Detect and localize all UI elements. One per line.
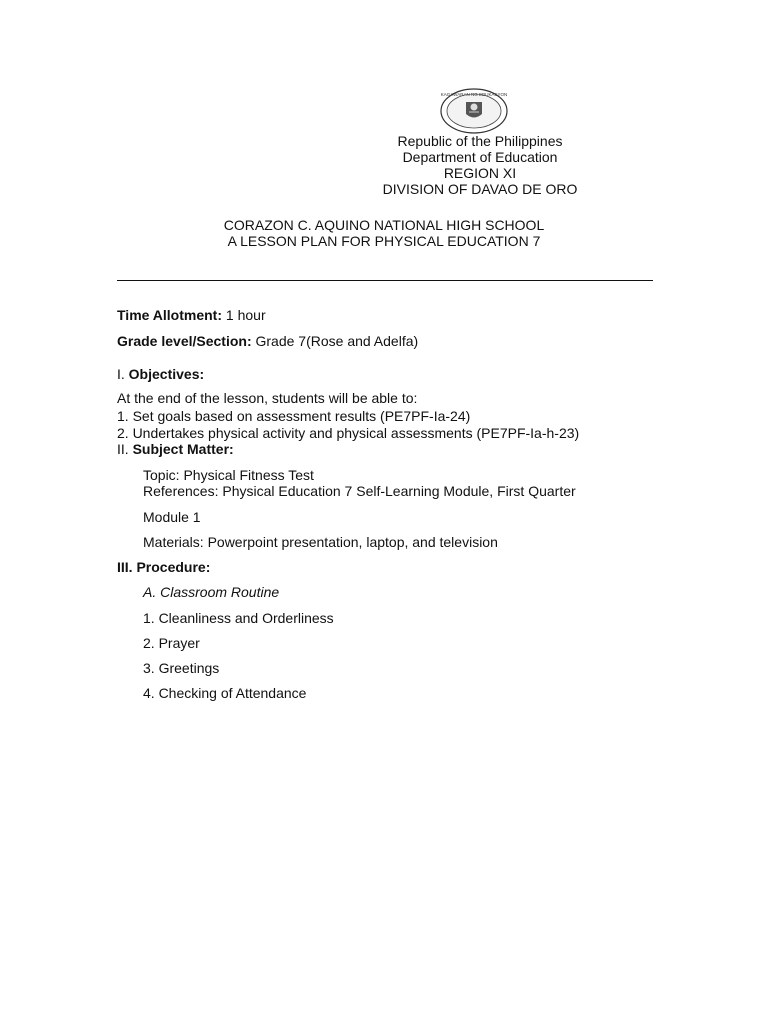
procedure-item: 2. Prayer [143, 635, 200, 651]
subject-topic: Topic: Physical Fitness Test [143, 467, 314, 483]
grade-level-value: Grade 7(Rose and Adelfa) [251, 333, 419, 349]
deped-seal-icon [440, 88, 508, 134]
time-allotment-label: Time Allotment: [117, 307, 223, 323]
objective-item: 2. Undertakes physical activity and physical assessments (PE7PF-Ia-h-23) [117, 425, 580, 441]
subject-matter-heading [117, 441, 234, 457]
seal-text: KAGAWARAN NG EDUKASYON [440, 92, 508, 97]
subject-matter-heading-text: Subject Matter: [132, 441, 234, 457]
grade-level-label: Grade level/Section: [117, 333, 252, 349]
header-line-division: DIVISION OF DAVAO DE ORO [382, 181, 578, 197]
subject-references: References: Physical Education 7 Self-Learning Module, First Quarter [143, 483, 576, 499]
objectives-heading [117, 366, 204, 382]
objective-item: 1. Set goals based on assessment results (PE7PF-Ia-24) [117, 408, 471, 424]
subject-matter-numeral: II. [117, 441, 133, 457]
classroom-routine-heading: A. Classroom Routine [143, 584, 280, 600]
subject-module: Module 1 [143, 509, 201, 525]
objectives-heading-text: Objectives: [128, 366, 205, 382]
grade-level-section [117, 333, 418, 349]
procedure-heading: III. Procedure: [117, 559, 211, 575]
time-allotment [117, 307, 266, 323]
subject-materials: Materials: Powerpoint presentation, laptop, and television [143, 534, 498, 550]
procedure-item: 3. Greetings [143, 660, 220, 676]
lesson-plan-title: A LESSON PLAN FOR PHYSICAL EDUCATION 7 [227, 233, 541, 249]
procedure-item: 1. Cleanliness and Orderliness [143, 610, 334, 626]
header-line-department: Department of Education [402, 149, 558, 165]
objectives-numeral: I. [117, 366, 129, 382]
header-line-region: REGION XI [443, 165, 517, 181]
header-divider [117, 280, 653, 281]
objectives-intro: At the end of the lesson, students will be able to: [117, 390, 418, 406]
time-allotment-value: 1 hour [222, 307, 266, 323]
school-name: CORAZON C. AQUINO NATIONAL HIGH SCHOOL [223, 217, 545, 233]
procedure-item: 4. Checking of Attendance [143, 685, 307, 701]
header-line-republic: Republic of the Philippines [397, 133, 563, 149]
